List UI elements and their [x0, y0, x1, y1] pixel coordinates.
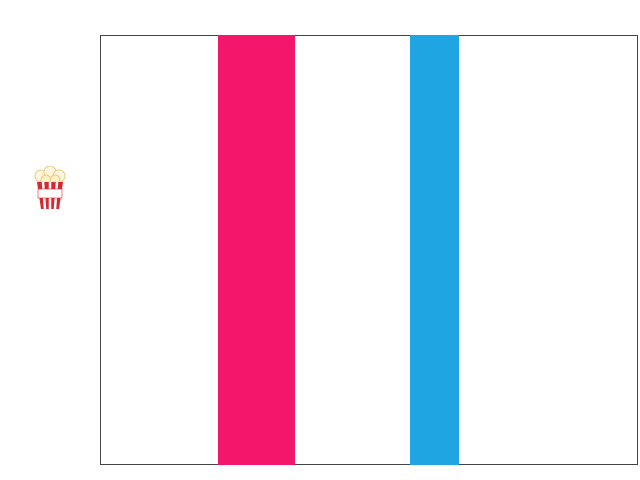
daily-5-band	[410, 35, 459, 465]
popcorn-icon	[32, 166, 68, 210]
sidebar	[0, 0, 100, 480]
schedule-grid	[100, 35, 638, 465]
circle-time-band	[218, 35, 295, 465]
